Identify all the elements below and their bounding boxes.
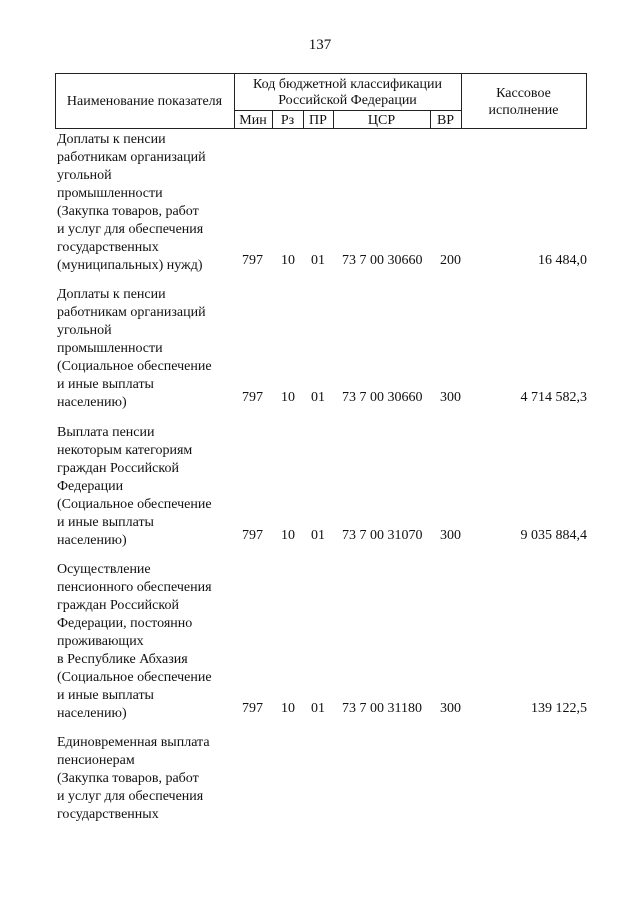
- cell-amount: 9 035 884,4: [520, 528, 587, 543]
- header-pr: ПР: [309, 113, 327, 128]
- cell-csr: 73 7 00 31180: [342, 701, 422, 716]
- header-mid-rule: [234, 110, 461, 111]
- cell-rz: 10: [281, 390, 295, 405]
- page-number: 137: [308, 37, 332, 53]
- row-description: Доплаты к пенсии работникам организаций угольной промышленности (Социальное обеспечение и иные выплаты населению): [57, 287, 212, 410]
- cell-min: 797: [242, 253, 263, 268]
- header-rz: Рз: [280, 113, 295, 128]
- row-description: Единовременная выплата пенсионерам (Закупка товаров, работ и услуг для обеспечения государственных: [57, 735, 210, 822]
- cell-vr: 300: [440, 528, 461, 543]
- header-code-line-1: Код бюджетной классификации: [253, 77, 442, 92]
- cell-min: 797: [242, 390, 263, 405]
- cell-amount: 139 122,5: [531, 701, 587, 716]
- cell-rz: 10: [281, 701, 295, 716]
- cell-csr: 73 7 00 30660: [342, 253, 423, 268]
- header-min: Мин: [239, 113, 267, 128]
- cell-vr: 200: [440, 253, 461, 268]
- cell-pr: 01: [311, 253, 325, 268]
- cell-min: 797: [242, 701, 263, 716]
- cell-csr: 73 7 00 31070: [342, 528, 423, 543]
- cell-amount: 4 714 582,3: [520, 390, 587, 405]
- header-cash-line-2: исполнение: [488, 103, 559, 118]
- header-vr: ВР: [436, 113, 455, 128]
- row-description: Осуществление пенсионного обеспечения граждан Российской Федерации, постоянно проживающих в Республике Абхазия (Социальное обеспечение и иные выплаты населению): [57, 562, 212, 721]
- header-name: Наименование показателя: [66, 94, 223, 109]
- header-cash-line-1: Кассовое: [496, 86, 551, 101]
- header-csr: ЦСР: [367, 113, 396, 128]
- header-code-line-2: Российской Федерации: [278, 93, 417, 108]
- cell-vr: 300: [440, 701, 461, 716]
- vline-4: [586, 73, 587, 129]
- cell-pr: 01: [311, 701, 325, 716]
- cell-rz: 10: [281, 528, 295, 543]
- cell-pr: 01: [311, 528, 325, 543]
- row-description: Доплаты к пенсии работникам организаций угольной промышленности (Закупка товаров, работ и услуг для обеспечения государственных (муниципальных) нужд): [57, 132, 206, 273]
- cell-min: 797: [242, 528, 263, 543]
- header-top-rule: [55, 73, 587, 74]
- cell-amount: 16 484,0: [538, 253, 587, 268]
- cell-vr: 300: [440, 390, 461, 405]
- cell-csr: 73 7 00 30660: [342, 390, 423, 405]
- row-description: Выплата пенсии некоторым категориям граждан Российской Федерации (Социальное обеспечение и иные выплаты населению): [57, 425, 212, 548]
- cell-rz: 10: [281, 253, 295, 268]
- cell-pr: 01: [311, 390, 325, 405]
